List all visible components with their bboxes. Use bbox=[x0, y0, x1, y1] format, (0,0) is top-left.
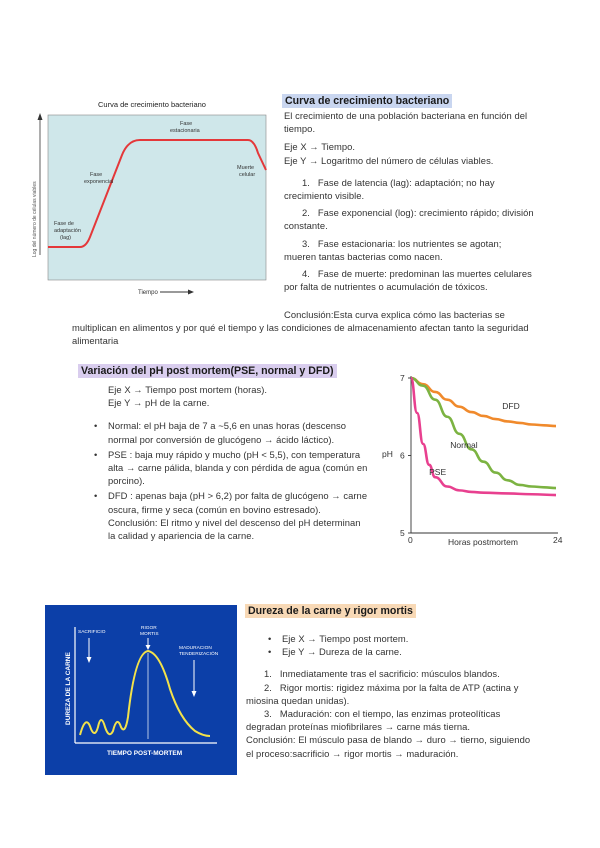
phase-num: 4. bbox=[302, 268, 310, 280]
rigor-label-maduracion-1: MADURACION bbox=[179, 646, 212, 651]
rigor-label-rigor-2: MORTIS bbox=[140, 632, 159, 637]
phase-num: 1. bbox=[302, 176, 310, 188]
ph-series-label-dfd: DFD bbox=[502, 400, 520, 411]
growth-y-axis-arrow bbox=[38, 113, 43, 120]
phase-num: 2. bbox=[302, 207, 310, 219]
section3-step-list bbox=[246, 667, 536, 733]
growth-x-arrow-head bbox=[188, 290, 194, 295]
growth-xlabel: Tiempo bbox=[138, 290, 158, 296]
ph-y-tick-label: 7 bbox=[400, 373, 405, 383]
ph-chart bbox=[378, 366, 578, 551]
growth-label-exp-1: Fase bbox=[90, 172, 103, 178]
list-item bbox=[268, 632, 536, 645]
section1-text bbox=[284, 109, 536, 293]
ph-x-tick-label: 0 bbox=[408, 535, 413, 545]
section1-axis-y: Eje Y → Logaritmo del número de células viables. bbox=[284, 154, 494, 166]
phase-name: Fase de muerte: bbox=[317, 268, 387, 280]
list-item bbox=[94, 448, 370, 488]
growth-label-stat-1: Fase bbox=[180, 121, 193, 127]
ph-ylabel: pH bbox=[382, 449, 393, 459]
bullet-dot: • bbox=[94, 490, 98, 502]
phase-desc: crecimiento rápido; división constante. bbox=[284, 207, 534, 232]
list-item bbox=[94, 489, 370, 515]
step-num: 3. bbox=[264, 708, 272, 720]
section2-bullet-list bbox=[94, 419, 370, 515]
rigor-mortis-figure bbox=[45, 605, 237, 775]
step-num: 1. bbox=[264, 668, 272, 680]
growth-label-lag-3: (lag) bbox=[60, 235, 72, 241]
bullet-dot: • bbox=[94, 448, 98, 460]
growth-label-stat-2: estacionaria bbox=[170, 128, 200, 134]
step-item bbox=[246, 667, 536, 680]
section1-conclusion: Conclusión:Esta curva explica cómo las bacterias se multiplican en alimentos y por qué el tiempo y las condiciones de almacenamiento afectan tanto la seguridad alimentaria bbox=[72, 309, 529, 347]
phase-num: 3. bbox=[302, 237, 310, 249]
growth-label-death-2: celular bbox=[239, 172, 256, 178]
section1-axis-x: Eje X → Tiempo. bbox=[284, 141, 356, 153]
section2-axis-x: Eje X → Tiempo post mortem (horas). bbox=[108, 384, 268, 395]
rigor-label-maduracion-2: TENDERIZACIÓN bbox=[179, 652, 219, 657]
phase-name: Fase de latencia (lag): bbox=[317, 176, 412, 188]
bullet-dot: • bbox=[268, 633, 272, 644]
growth-label-lag-2: adaptación bbox=[54, 228, 81, 234]
phase-item bbox=[284, 237, 536, 263]
rigor-label-rigor-1: RIGOR bbox=[141, 626, 157, 631]
ph-xlabel: Horas postmortem bbox=[448, 537, 518, 547]
ph-series-lines bbox=[411, 378, 556, 495]
rigor-ylabel: DUREZA DE LA CARNE bbox=[65, 652, 72, 725]
bullet-dot: • bbox=[94, 420, 98, 432]
bullet-text: DFD : apenas baja (pH > 6,2) por falta de glucógeno → carne oscura, firme y seca (común en bovino estresado). bbox=[108, 490, 368, 515]
section1-phase-list bbox=[284, 176, 536, 294]
phase-name: Fase exponencial (log): bbox=[317, 207, 417, 219]
growth-figure-title: Curva de crecimiento bacteriano bbox=[98, 100, 206, 109]
phase-item bbox=[284, 176, 536, 202]
section3-text bbox=[246, 632, 536, 760]
ph-line-dfd bbox=[411, 378, 556, 426]
phase-desc: adaptación; no hay crecimiento visible. bbox=[284, 176, 495, 202]
bullet-dot: • bbox=[268, 646, 272, 658]
section1-title: Curva de crecimiento bacteriano bbox=[282, 94, 452, 108]
growth-label-death bbox=[237, 165, 256, 178]
ph-y-tick-label: 5 bbox=[400, 528, 405, 538]
ph-series-label-normal: Normal bbox=[450, 439, 478, 450]
step-text: Maduración: con el tiempo, las enzimas proteolíticas degradan proteínas miofibrilares → carne más tierna. bbox=[246, 708, 501, 733]
bullet-text: PSE : baja muy rápido y mucho (pH < 5,5), con temperatura alta → carne pálida, blanda y con pérdida de agua (común en porcino). bbox=[108, 448, 368, 487]
bacterial-growth-figure bbox=[30, 95, 275, 300]
section2-text bbox=[94, 383, 370, 542]
section3-bullet-list bbox=[246, 632, 536, 658]
section3-conclusion: Conclusión: El músculo pasa de blando → duro → tierno, siguiendo el proceso:sacrificio → rigor mortis → maduración. bbox=[246, 734, 531, 759]
list-item bbox=[94, 419, 370, 445]
phase-item bbox=[284, 206, 536, 232]
step-num: 2. bbox=[264, 681, 272, 693]
phase-name: Fase estacionaria: bbox=[317, 237, 396, 249]
section2-title: Variación del pH post mortem(PSE, normal y DFD) bbox=[78, 364, 337, 378]
section2-axis-y: Eje Y → pH de la carne. bbox=[108, 397, 210, 409]
step-item bbox=[246, 707, 536, 733]
section2-conclusion: Conclusión: El ritmo y nivel del descenso del pH determinan la calidad y apariencia de la carne. bbox=[108, 516, 361, 542]
rigor-label-sacrificio: SACRIFICIO bbox=[78, 630, 106, 635]
growth-label-lag-1: Fase de bbox=[54, 221, 74, 227]
phase-desc: los nutrientes se agotan; mueren tantas bacterias como nacen. bbox=[284, 237, 502, 262]
bullet-text: Normal: el pH baja de 7 a ~5,6 en unas horas (descenso normal por conversión de glucógeno → ácido láctico). bbox=[108, 420, 346, 445]
ph-series-label-pse: PSE bbox=[429, 466, 447, 477]
step-text: Rigor mortis: rigidez máxima por la falta de ATP (actina y miosina quedan unidas). bbox=[246, 681, 519, 706]
section3-title: Dureza de la carne y rigor mortis bbox=[245, 604, 416, 618]
ph-x-tick-label: 24 bbox=[553, 535, 563, 545]
growth-ylabel: Log del número de células viables bbox=[32, 181, 38, 257]
ph-line-pse bbox=[411, 378, 556, 495]
ph-y-tick-label: 6 bbox=[400, 450, 405, 461]
section1-intro: El crecimiento de una población bacteriana en función del tiempo. bbox=[284, 110, 528, 135]
step-text: Inmediatamente tras el sacrificio: músculos blandos. bbox=[279, 668, 500, 680]
rigor-xlabel: TIEMPO POST-MORTEM bbox=[107, 750, 183, 757]
growth-label-death-1: Muerte bbox=[237, 165, 255, 171]
list-item bbox=[268, 645, 536, 658]
growth-label-exp-2: exponencial bbox=[84, 179, 114, 185]
bullet-text: Eje Y → Dureza de la carne. bbox=[282, 646, 402, 658]
bullet-text: Eje X → Tiempo post mortem. bbox=[282, 633, 409, 644]
phase-item bbox=[284, 267, 536, 293]
phase-desc: predominan las muertes celulares por falta de nutrientes o acumulación de tóxicos. bbox=[284, 268, 532, 293]
step-item bbox=[246, 681, 536, 707]
ph-ticks bbox=[400, 373, 563, 545]
